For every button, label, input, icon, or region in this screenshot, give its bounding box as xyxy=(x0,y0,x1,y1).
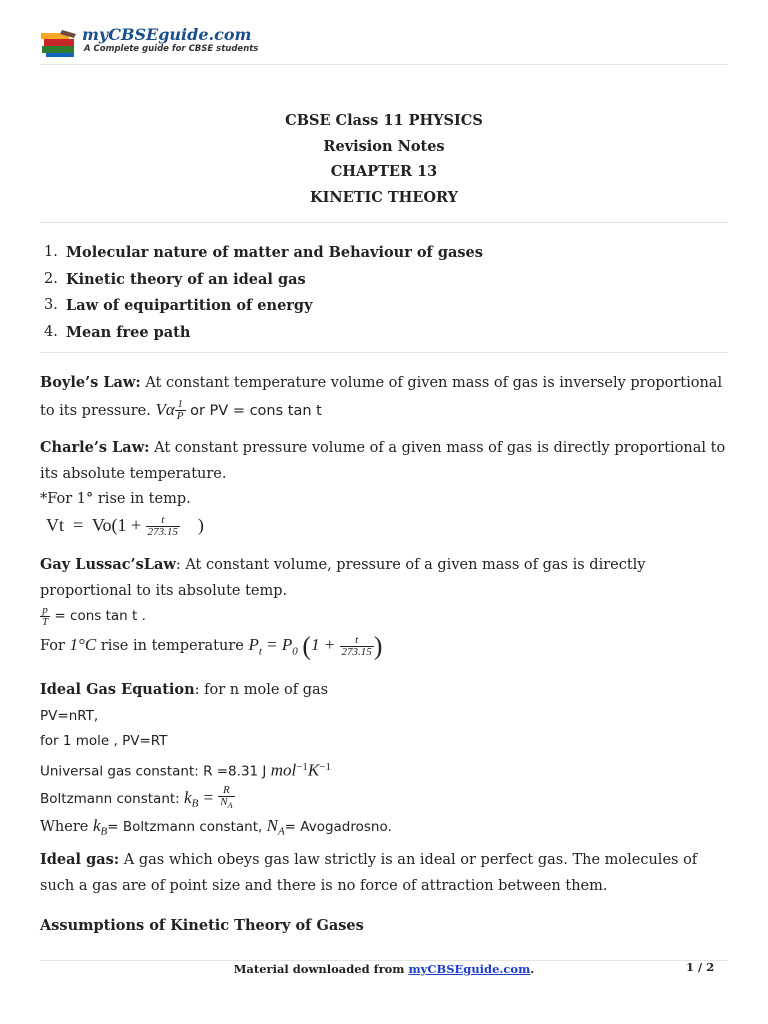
footer: Material downloaded from myCBSEguide.com. xyxy=(233,962,535,976)
pressure-temperature-fraction: $\frac{p}{T}$ xyxy=(42,603,49,628)
boyle-law-paragraph: Boyle’s Law: At constant temperature volume of given mass of gas is inversely proportional to its pressure. Vα $\frac{1}{P}$ or PV = cons tan t xyxy=(40,374,723,422)
ideal-gas-paragraph: Ideal gas: A gas which obeys gas law strictly is an ideal or perfect gas. The molecules of such a gas are of point size and there is no force of attraction between them. xyxy=(40,851,698,894)
charles-note: *For 1° rise in temp. xyxy=(40,491,191,507)
brand-name: myCBSEguide.com xyxy=(82,25,252,44)
one-mole-line: for 1 mole , PV=RT xyxy=(40,733,168,749)
charles-fraction: $\frac{t}{273.15}$ xyxy=(147,513,178,538)
gay-lussac-rise-line: For 1°C rise in temperature $P_t = P_0$ (1 + $\frac{t}{273.15}$ ) xyxy=(40,631,383,661)
brand-tagline: A Complete guide for CBSE students xyxy=(84,44,259,54)
boyle-law-term: Boyle’s Law: xyxy=(40,374,141,391)
ideal-gas-equation-paragraph: Ideal Gas Equation: for n mole of gas PV=nRT, for 1 mole , PV=RT Universal gas constant: R =8.31 J $mol^{-1}K^{-1}$ Boltzmann constant: $k_B$ = $\frac{R}{N_A}$ Where $k_B=$ Boltzmann constant, $N_A=$ Avogadrosno. xyxy=(40,677,728,845)
site-header xyxy=(40,24,728,62)
list-item: 1. Molecular nature of matter and Behaviour of gases xyxy=(44,244,483,261)
list-item: 4. Mean free path xyxy=(44,323,191,341)
header-divider xyxy=(40,64,728,65)
title-topic: KINETIC THEORY xyxy=(310,188,458,206)
ideal-equation-line: PV=nRT, xyxy=(40,707,99,724)
title-class: CBSE Class 11 PHYSICS xyxy=(285,112,483,129)
gay-lussac-law-paragraph: Gay Lussac’sLaw: At constant volume, pressure of a given mass of gas is directly proportional to its absolute temp. $\frac{p}{T}$ = cons tan t . For 1°C rise in temperature $P_t = P_0$ (1 + $\frac{t}{273.15}$ ) xyxy=(40,552,728,662)
gas-constant-line: Universal gas constant: R =8.31 J $mol^{-1}K^{-1}$ xyxy=(40,760,331,779)
footer-site-link[interactable]: myCBSEguide.com xyxy=(408,962,531,976)
gay-lussac-law-term: Gay Lussac’sLaw xyxy=(40,556,176,573)
title-divider xyxy=(40,222,728,223)
toc-divider xyxy=(40,352,728,353)
charles-law-term: Charle’s Law: xyxy=(40,439,150,456)
boltzmann-fraction: $\frac{R}{N_A}$ xyxy=(220,784,233,811)
title-subject: Revision Notes xyxy=(323,137,445,155)
charles-law-paragraph: Charle’s Law: At constant pressure volume of a given mass of gas is directly proportional to its absolute temperature. *For 1° rise in temp. Vt = Vo(1 + $\frac{t}{273.15}$ ) xyxy=(40,435,728,543)
books-logo-icon xyxy=(40,28,78,58)
ideal-gas-term: Ideal gas: xyxy=(40,851,120,868)
gay-lussac-fraction: $\frac{t}{273.15}$ xyxy=(341,633,372,658)
boyle-formula: Vα xyxy=(155,399,175,419)
boltzmann-constant-line: Boltzmann constant: $k_B$ = $\frac{R}{N_A}$ xyxy=(40,784,233,811)
topic-list xyxy=(40,240,483,346)
charles-equation: Vt = Vo(1 + $\frac{t}{273.15}$ ) xyxy=(46,513,204,538)
document-title xyxy=(0,108,768,210)
footer-divider xyxy=(40,960,728,961)
gay-lussac-ratio: $\frac{p}{T}$ = cons tan t . xyxy=(42,603,146,628)
page-number: 1 / 2 xyxy=(686,960,715,974)
ideal-gas-equation-term: Ideal Gas Equation xyxy=(40,681,195,698)
boyle-fraction: $\frac{1}{P}$ xyxy=(176,398,184,422)
title-chapter: CHAPTER 13 xyxy=(330,163,438,180)
assumptions-heading: Assumptions of Kinetic Theory of Gases xyxy=(40,917,364,934)
list-item: 3. Law of equipartition of energy xyxy=(44,297,313,314)
list-item: 2. Kinetic theory of an ideal gas xyxy=(44,270,306,288)
constants-definition-line: Where $k_B=$ Boltzmann constant, $N_A=$ Avogadrosno. xyxy=(40,815,392,838)
